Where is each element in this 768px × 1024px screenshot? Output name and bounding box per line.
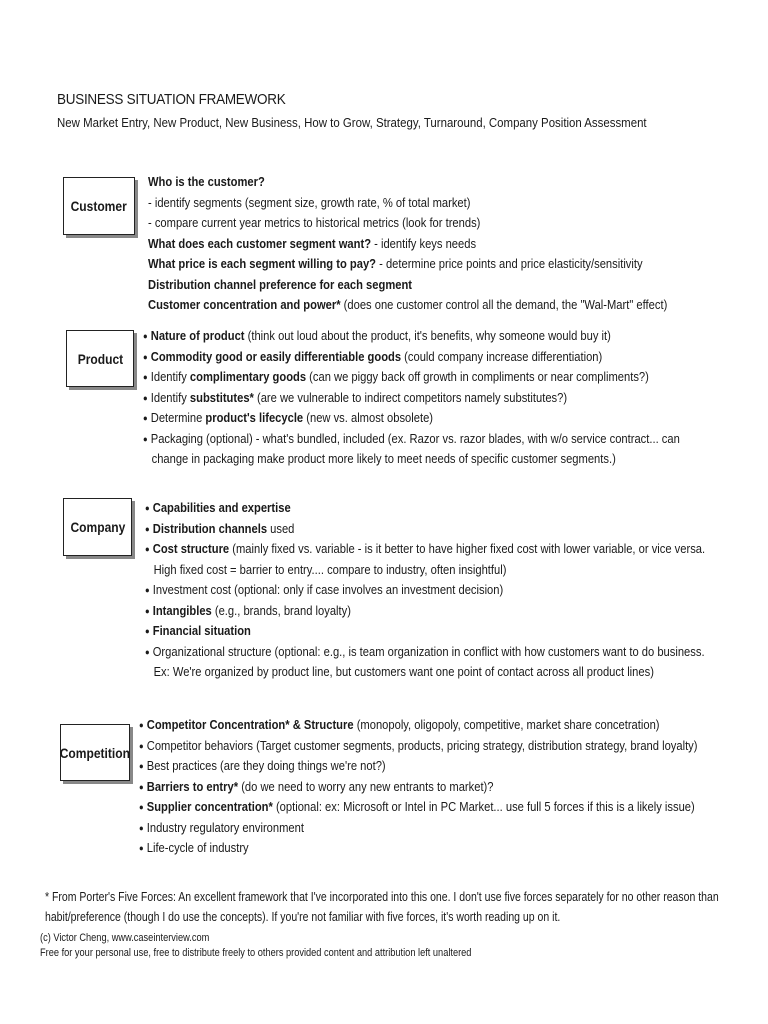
product-item: ● Packaging (optional) - what's bundled, included (ex. Razor vs. razor blades, with w/o service contract... can	[143, 429, 680, 450]
company-item: ● Capabilities and expertise	[145, 498, 705, 519]
bullet-icon: ●	[143, 372, 148, 382]
bullet-icon: ●	[145, 626, 150, 636]
company-item-continued: Ex: We're organized by product line, but customers want one point of contact across all product lines)	[153, 664, 654, 679]
company-item: ● Distribution channels used	[145, 519, 705, 540]
bullet-icon: ●	[139, 822, 144, 833]
customer-q5-note: (does one customer control all the demand, the "Wal-Mart" effect)	[340, 297, 668, 312]
bullet-icon: ●	[139, 843, 144, 853]
customer-label: Customer	[70, 198, 128, 214]
product-item: ● Identify complimentary goods (can we piggy back off growth in compliments or near compliments?)	[143, 367, 680, 388]
footnote	[45, 887, 768, 927]
footnote-line-2: habit/preference (though I do use the concepts). If you're not familiar with five forces, it's worth reading up on it.	[45, 910, 561, 924]
bullet-icon: ●	[145, 646, 150, 657]
product-section	[143, 326, 767, 470]
bullet-icon: ●	[139, 802, 144, 812]
product-item-continued: change in packaging make product more likely to meet needs of specific customer segments.)	[151, 451, 616, 466]
footnote-line-1: * From Porter's Five Forces: An excellent framework that I've incorporated into this one. I don't use five forces separately for no other reason than	[45, 890, 719, 904]
bullet-icon: ●	[143, 413, 148, 423]
competition-section	[139, 715, 768, 859]
customer-q1: Who is the customer?	[148, 174, 265, 189]
product-item: ● Identify substitutes* (are we vulnerable to indirect competitors namely substitutes?)	[143, 388, 680, 409]
competition-label: Competition	[59, 744, 131, 761]
customer-q5-row	[148, 295, 667, 316]
competition-item: ● Barriers to entry* (do we need to worry any new entrants to market)?	[139, 777, 698, 798]
copyright: (c) Victor Cheng, www.caseinterview.com	[40, 932, 210, 944]
company-item-continued: High fixed cost = barrier to entry.... compare to industry, often insightful)	[153, 561, 507, 577]
product-label: Product	[77, 350, 123, 367]
company-item: ● Intangibles (e.g., brands, brand loyalty)	[145, 601, 705, 622]
bullet-icon: ●	[139, 740, 144, 751]
competition-item: ● Best practices (are they doing things we're not?)	[139, 756, 698, 777]
bullet-icon: ●	[145, 585, 150, 595]
competition-item: ● Competitor Concentration* & Structure (monopoly, oligopoly, competitive, market share concetration)	[139, 715, 698, 736]
company-item: ● Organizational structure (optional: e.g., is team organization in conflict with how customers want to do business.	[145, 642, 705, 663]
customer-line-1: - identify segments (segment size, growth rate, % of total market)	[148, 194, 471, 210]
customer-q2-note: - identify keys needs	[371, 235, 477, 251]
customer-section	[148, 172, 752, 316]
company-item: ● Investment cost (optional: only if case involves an investment decision)	[145, 580, 705, 601]
competition-item: ● Industry regulatory environment	[139, 818, 698, 839]
customer-line-2: - compare current year metrics to historical metrics (look for trends)	[148, 215, 481, 230]
bullet-icon: ●	[139, 761, 144, 771]
customer-q4: Distribution channel preference for each segment	[148, 276, 413, 292]
customer-q2: What does each customer segment want?	[148, 235, 372, 251]
bullet-icon: ●	[139, 720, 144, 730]
product-item: ● Determine product's lifecycle (new vs. almost obsolete)	[143, 408, 680, 429]
company-label-box	[63, 498, 132, 556]
product-item: ● Commodity good or easily differentiable goods (could company increase differentiation)	[143, 347, 680, 368]
bullet-icon: ●	[139, 781, 144, 792]
competition-item: ● Supplier concentration* (optional: ex: Microsoft or Intel in PC Market... use full 5 forces if this is a likely issue)	[139, 797, 698, 818]
competition-label-box	[60, 724, 130, 781]
bullet-icon: ●	[145, 605, 150, 616]
bullet-icon: ●	[143, 433, 148, 444]
product-item: ● Nature of product (think out loud about the product, it's benefits, why someone would buy it)	[143, 326, 680, 347]
customer-q3: What price is each segment willing to pay?	[148, 256, 377, 271]
competition-item: ● Competitor behaviors (Target customer segments, products, pricing strategy, distribution strategy, brand loyalty)	[139, 736, 698, 757]
bullet-icon: ●	[145, 544, 150, 554]
customer-q3-row	[148, 254, 667, 275]
company-label: Company	[70, 519, 125, 535]
customer-q5: Customer concentration and power*	[148, 297, 341, 312]
competition-item: ● Life-cycle of industry	[139, 838, 698, 859]
license-note: Free for your personal use, free to distribute freely to others provided content and attribution left unaltered	[40, 947, 472, 959]
company-section	[145, 498, 768, 683]
bullet-icon: ●	[143, 392, 148, 403]
customer-label-box	[63, 177, 135, 235]
page-title: BUSINESS SITUATION FRAMEWORK	[57, 91, 286, 108]
bullet-icon: ●	[145, 523, 150, 534]
bullet-icon: ●	[145, 503, 150, 513]
customer-q2-row	[148, 234, 667, 255]
bullet-icon: ●	[143, 351, 148, 362]
company-item: ● Cost structure (mainly fixed vs. variable - is it better to have higher fixed cost with lower variable, or vice versa.	[145, 539, 705, 560]
bullet-icon: ●	[143, 331, 148, 341]
product-label-box	[66, 330, 134, 387]
page-subtitle: New Market Entry, New Product, New Business, How to Grow, Strategy, Turnaround, Company Position Assessment	[57, 115, 647, 130]
company-item: ● Financial situation	[145, 621, 705, 642]
customer-q3-note: - determine price points and price elasticity/sensitivity	[376, 256, 643, 271]
